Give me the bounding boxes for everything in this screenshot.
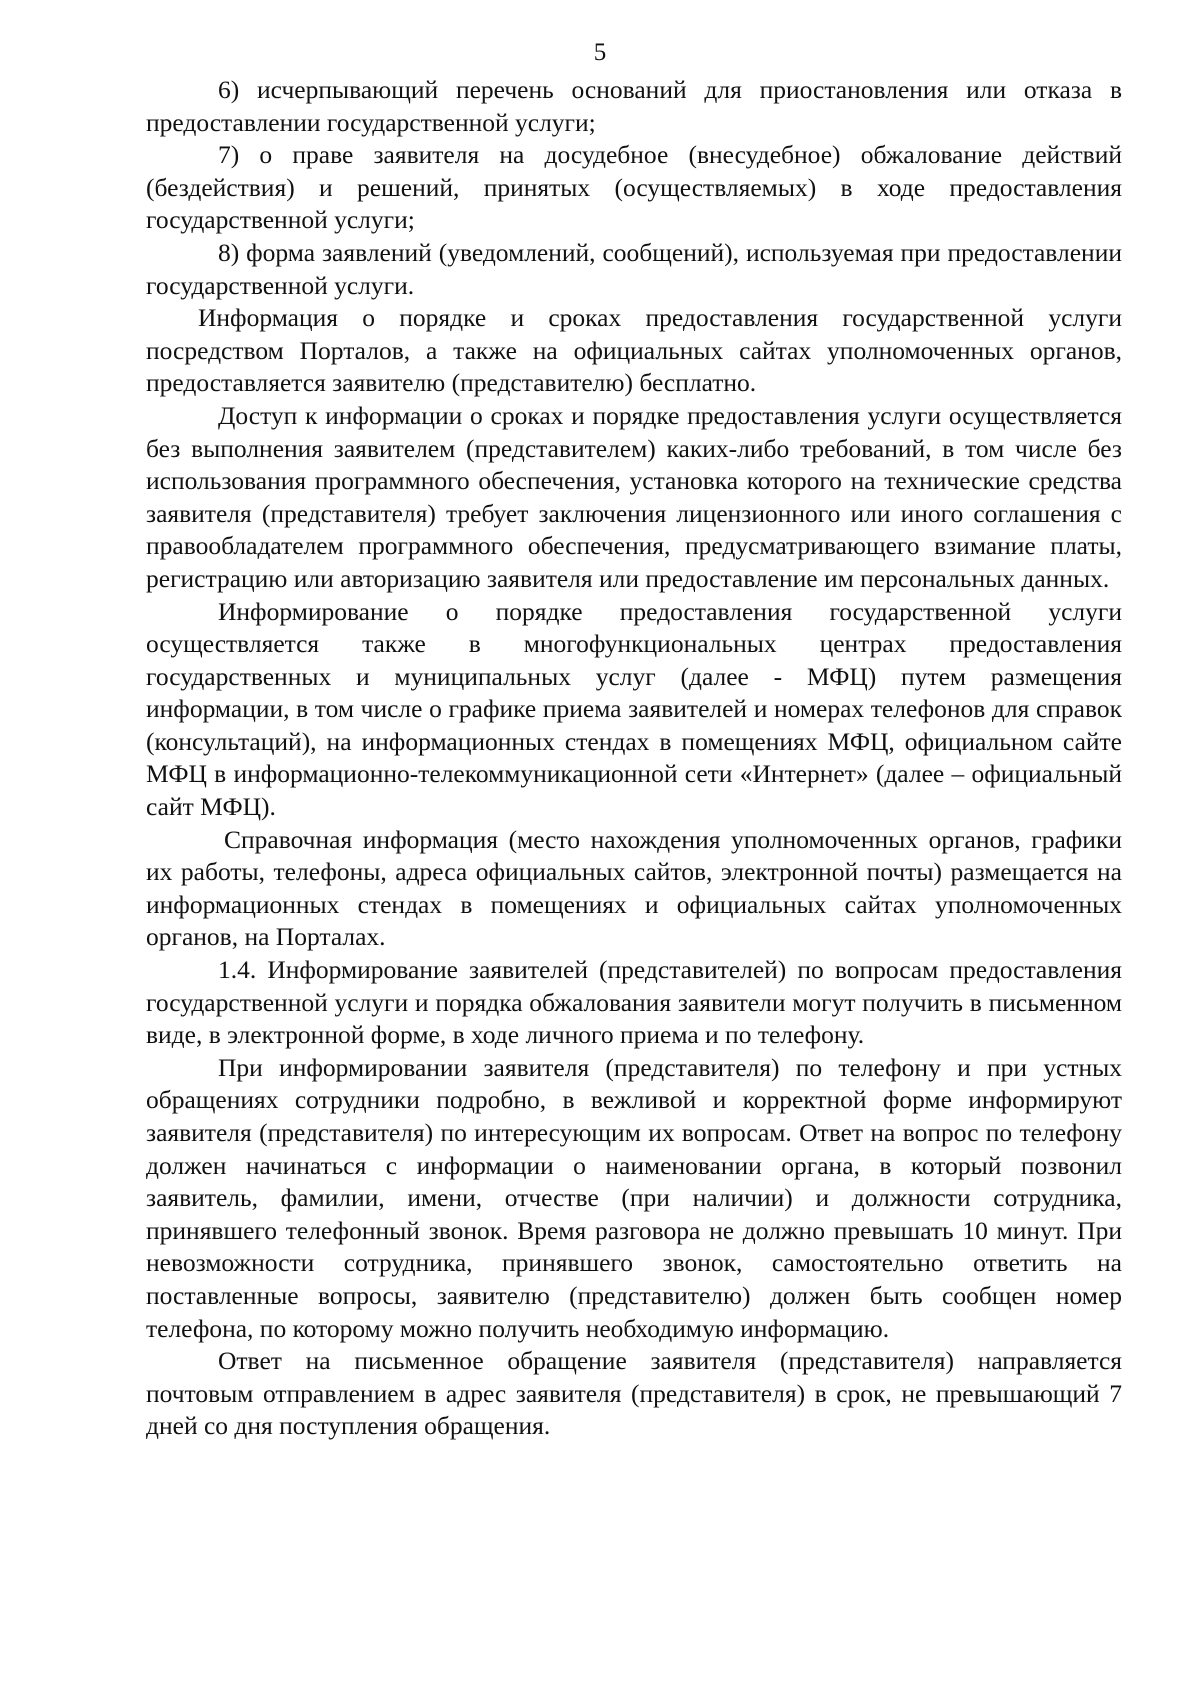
paragraph-reference-info: Справочная информация (место нахождения уполномоченных органов, графики их работы, телефоны, адреса официальных сайтов, электронной почты) размещается на информационных стендах в помещениях и официальных сайтах уполномоченных органов, на Порталах. [146,824,1122,952]
paragraph-access-info: Доступ к информации о сроках и порядке предоставления услуги осуществляется без выполнения заявителем (представителем) каких-либо требований, в том числе без использования программного обеспечения, установка которого на технические средства заявителя (представителя) требует заключения лицензионного или иного соглашения с правообладателем программного обеспечения, предусматривающего взимание платы, регистрацию или авторизацию заявителя или предоставление им персональных данных. [146,400,1122,593]
paragraph-phone-info: При информировании заявителя (представителя) по телефону и при устных обращениях сотрудники подробно, в вежливой и корректной форме информируют заявителя (представителя) по интересующим их вопросам. Ответ на вопрос по телефону должен начинаться с информации о наименовании органа, в который позвонил заявитель, фамилии, имени, отчестве (при наличии) и должности сотрудника, принявшего телефонный звонок. Время разговора не должно превышать 10 минут. При невозможности сотрудника, принявшего звонок, самостоятельно ответить на поставленные вопросы, заявителю (представителю) должен быть сообщен номер телефона, по которому можно получить необходимую информацию. [146,1052,1122,1343]
page-number: 5 [593,39,607,66]
paragraph-section-1-4: 1.4. Информирование заявителей (представителей) по вопросам предоставления государственной услуги и порядка обжалования заявители могут получить в письменном виде, в электронной форме, в ходе личного приема и по телефону. [146,955,1122,1050]
paragraph-portals-info: Информация о порядке и сроках предоставления государственной услуги посредством Порталов, а также на официальных сайтах уполномоченных органов, предоставляется заявителю (представителю) бесплатно. [146,303,1122,398]
document-body [146,74,1122,1443]
paragraph-mfc-info: Информирование о порядке предоставления государственной услуги осуществляется также в многофункциональных центрах предоставления государственных и муниципальных услуг (далее - МФЦ) путем размещения информации, в том числе о графике приема заявителей и номерах телефонов для справок (консультаций), на информационных стендах в помещениях МФЦ, официальном сайте МФЦ в информационно-телекоммуникационной сети «Интернет» (далее – официальный сайт МФЦ). [146,596,1122,822]
paragraph-item-6: 6) исчерпывающий перечень оснований для приостановления или отказа в предоставлении государственной услуги; [146,75,1122,137]
paragraph-item-7: 7) о праве заявителя на досудебное (внесудебное) обжалование действий (бездействия) и решений, принятых (осуществляемых) в ходе предоставления государственной услуги; [146,140,1122,235]
paragraph-written-reply: Ответ на письменное обращение заявителя (представителя) направляется почтовым отправлением в адрес заявителя (представителя) в срок, не превышающий 7 дней со дня поступления обращения. [146,1346,1122,1441]
paragraph-item-8: 8) форма заявлений (уведомлений, сообщений), используемая при предоставлении государственной услуги. [146,237,1122,300]
